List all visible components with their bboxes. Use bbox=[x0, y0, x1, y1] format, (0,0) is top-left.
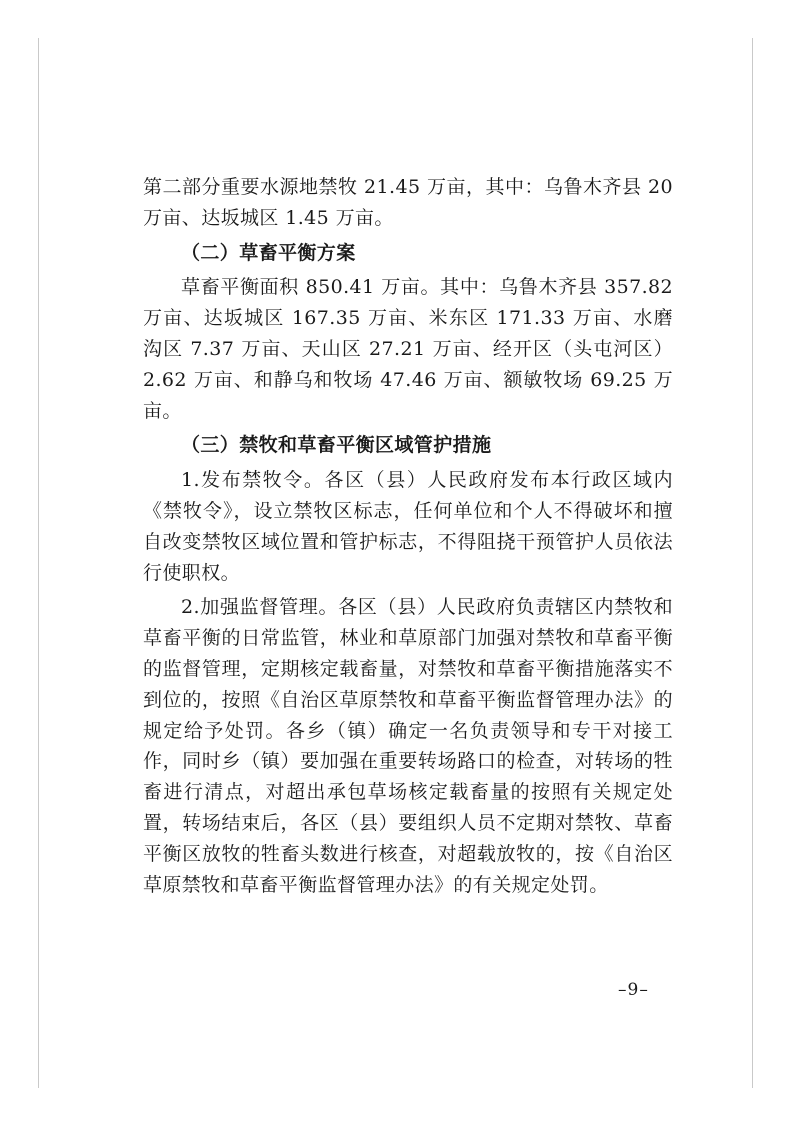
document-body bbox=[143, 172, 673, 900]
page-number: –9– bbox=[618, 980, 649, 1000]
section-heading-protection-measures: （三）禁牧和草畜平衡区域管护措施 bbox=[181, 434, 492, 457]
paragraph-water-source-grazing-ban: 第二部分重要水源地禁牧 21.45 万亩，其中：乌鲁木齐县 20 万亩、达坂城区 1.45 万亩。 bbox=[143, 176, 673, 229]
paragraph-balance-area: 草畜平衡面积 850.41 万亩。其中：乌鲁木齐县 357.82 万亩、达坂城区 167.35 万亩、米东区 171.33 万亩、水磨沟区 7.37 万亩、天山区 27.21 万亩、经开区（头屯河区）2.62 万亩、和静乌和牧场 47.46 万亩、额敏牧场 69.25 万亩。 bbox=[143, 276, 673, 422]
page-edge-right bbox=[752, 38, 753, 1088]
paragraph-supervision-management: 2.加强监督管理。各区（县）人民政府负责辖区内禁牧和草畜平衡的日常监管，林业和草原部门加强对禁牧和草畜平衡的监督管理，定期核定载畜量，对禁牧和草畜平衡措施落实不到位的，按照《自治区草原禁牧和草畜平衡监督管理办法》的规定给予处罚。各乡（镇）确定一名负责领导和专干对接工作，同时乡（镇）要加强在重要转场路口的检查，对转场的牲畜进行清点，对超出承包草场核定载畜量的按照有关规定处置，转场结束后，各区（县）要组织人员不定期对禁牧、草畜平衡区放牧的牲畜头数进行核查，对超载放牧的，按《自治区草原禁牧和草畜平衡监督管理办法》的有关规定处罚。 bbox=[143, 596, 673, 896]
paragraph-grazing-ban-order: 1.发布禁牧令。各区（县）人民政府发布本行政区域内《禁牧令》，设立禁牧区标志，任何单位和个人不得破坏和擅自改变禁牧区域位置和管护标志，不得阻挠干预管护人员依法行使职权。 bbox=[143, 469, 673, 584]
section-heading-grass-livestock-balance: （二）草畜平衡方案 bbox=[181, 241, 356, 264]
page-edge-left bbox=[38, 38, 39, 1088]
